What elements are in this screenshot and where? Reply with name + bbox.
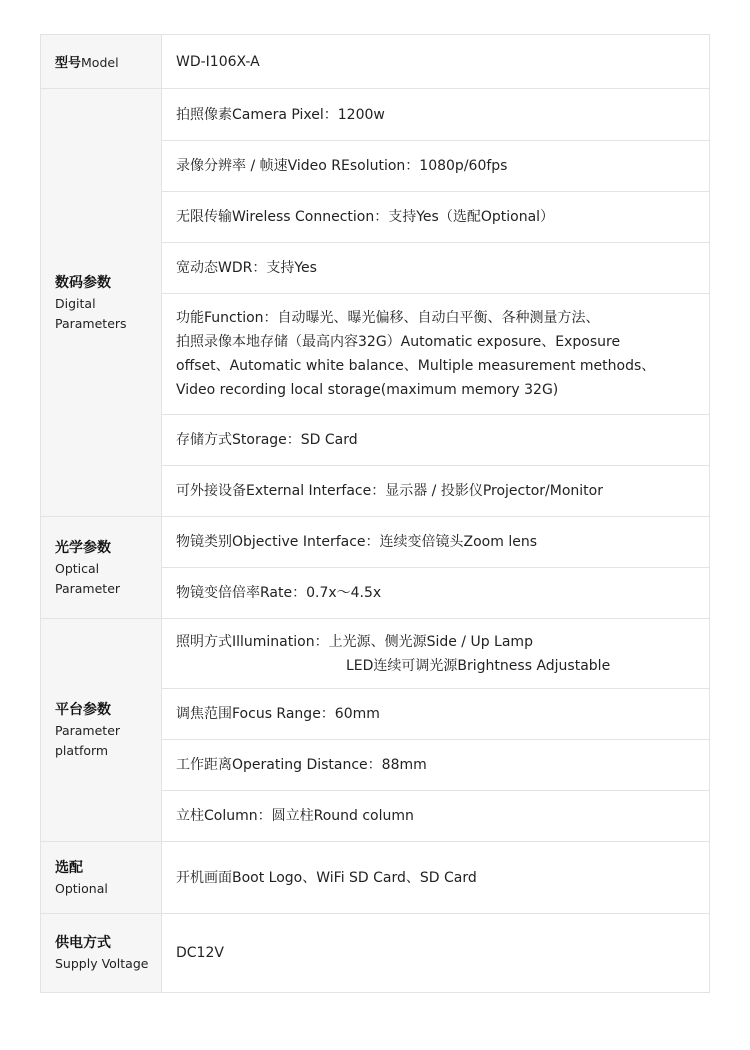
supply-value: DC12V <box>162 914 710 993</box>
illumination-value <box>162 619 710 689</box>
function-line-1: 功能Function：自动曝光、曝光偏移、自动白平衡、各种测量方法、 <box>176 310 600 326</box>
column-value: 立柱Column：圆立柱Round column <box>162 791 710 842</box>
supply-label-zh: 供电方式 <box>55 935 111 951</box>
table-row <box>41 35 710 89</box>
digital-label-zh: 数码参数 <box>55 274 111 291</box>
video-resolution-value: 录像分辨率 / 帧速Video REsolution：1080p/60fps <box>162 141 710 192</box>
optional-value: 开机画面Boot Logo、WiFi SD Card、SD Card <box>162 842 710 914</box>
model-label-en: Model <box>81 55 119 70</box>
spec-table <box>40 34 710 993</box>
objective-interface-value: 物镜类别Objective Interface：连续变倍镜头Zoom lens <box>162 517 710 568</box>
table-row <box>41 517 710 568</box>
wdr-value: 宽动态WDR：支持Yes <box>162 243 710 294</box>
rate-value: 物镜变倍倍率Rate：0.7x～4.5x <box>162 568 710 619</box>
storage-value: 存储方式Storage：SD Card <box>162 415 710 466</box>
platform-label-zh: 平台参数 <box>55 702 111 718</box>
optical-label-cell <box>41 517 162 619</box>
model-value: WD-I106X-A <box>162 35 710 89</box>
wireless-connection-value: 无限传输Wireless Connection：支持Yes（选配Optional） <box>162 192 710 243</box>
table-row <box>41 842 710 914</box>
optional-label-zh: 选配 <box>55 859 83 876</box>
external-interface-value: 可外接设备External Interface：显示器 / 投影仪Projector/Monitor <box>162 466 710 517</box>
optical-label-en-2: Parameter <box>55 580 121 596</box>
optical-label-en-1: Optical <box>55 560 100 576</box>
illumination-line-1: 照明方式Illumination：上光源、侧光源Side / Up Lamp <box>176 633 533 650</box>
supply-label-en: Supply Voltage <box>55 956 149 971</box>
table-row <box>41 914 710 993</box>
supply-label-cell <box>41 914 162 993</box>
table-row <box>41 89 710 141</box>
function-line-2: 拍照录像本地存储（最高内容32G）Automatic exposure、Exposure <box>176 334 621 350</box>
operating-distance-value: 工作距离Operating Distance：88mm <box>162 740 710 791</box>
table-row <box>41 619 710 689</box>
digital-label-cell <box>41 89 162 517</box>
platform-label-cell <box>41 619 162 842</box>
model-label-cell <box>41 35 162 89</box>
function-line-3: offset、Automatic white balance、Multiple measurement methods、 <box>176 358 656 374</box>
model-label-zh: 型号 <box>55 56 82 71</box>
optical-label-zh: 光学参数 <box>55 539 111 556</box>
digital-label-en-1: Digital <box>55 295 96 311</box>
focus-range-value: 调焦范围Focus Range：60mm <box>162 689 710 740</box>
function-value <box>162 294 710 415</box>
camera-pixel-value: 拍照像素Camera Pixel：1200w <box>162 89 710 141</box>
optional-label-cell <box>41 842 162 914</box>
optional-label-en: Optional <box>55 880 108 896</box>
function-line-4: Video recording local storage(maximum memory 32G) <box>176 382 559 398</box>
platform-label-en-2: platform <box>55 743 109 758</box>
platform-label-en-1: Parameter <box>55 723 121 738</box>
illumination-line-2: LED连续可调光源Brightness Adjustable <box>346 657 611 674</box>
digital-label-en-2: Parameters <box>55 315 127 331</box>
